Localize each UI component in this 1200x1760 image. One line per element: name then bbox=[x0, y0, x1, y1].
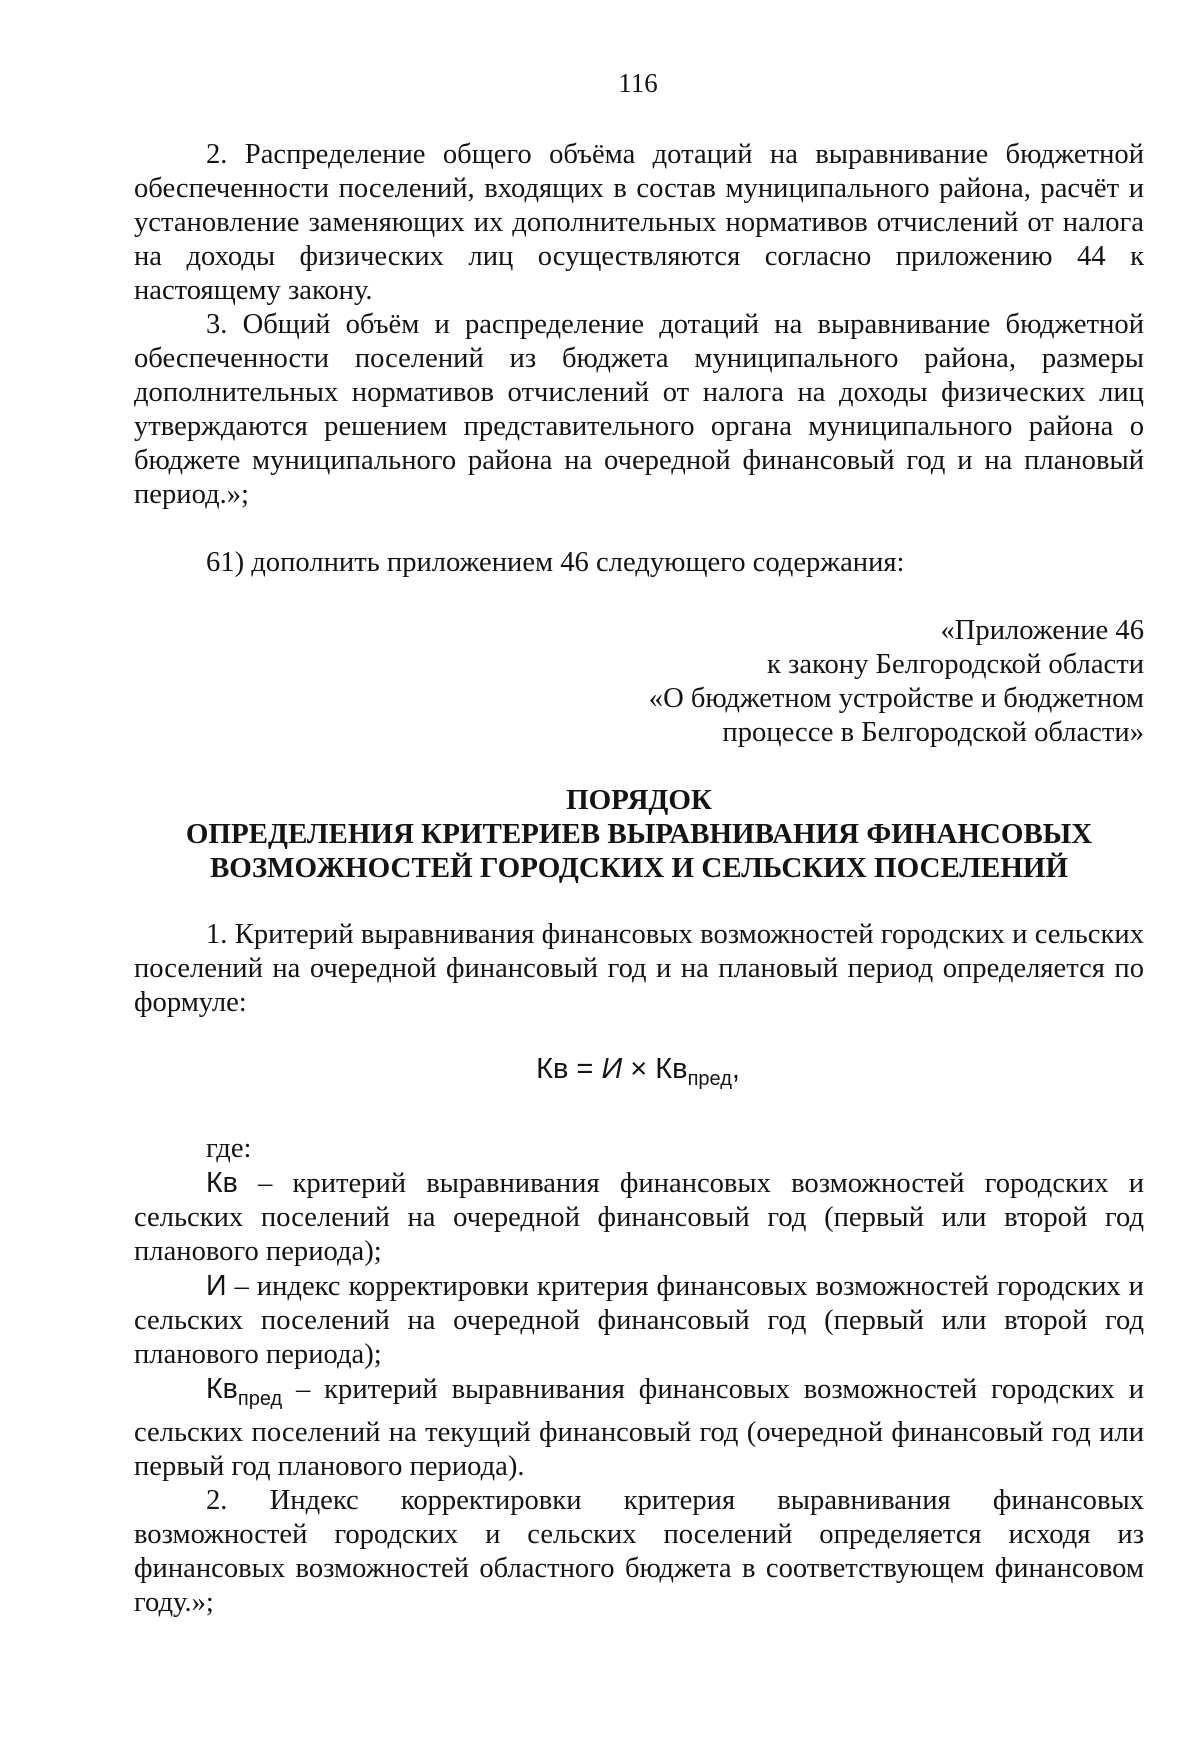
attachment-header bbox=[649, 614, 1144, 750]
item-61: 61) дополнить приложением 46 следующего содержания: bbox=[206, 547, 905, 578]
formula bbox=[0, 1052, 1200, 1096]
attachment-line-3: «О бюджетном устройстве и бюджетном bbox=[648, 683, 1144, 714]
definition-i-text: – индекс корректировки критерия финансовых возможностей городских и сельских поселений на очередной финансовый год (первый или второй год планового периода); bbox=[134, 1271, 1144, 1370]
title-line-2: ОПРЕДЕЛЕНИЯ КРИТЕРИЕВ ВЫРАВНИВАНИЯ ФИНАНСОВЫХ bbox=[185, 818, 1093, 850]
definition-kv-pred bbox=[134, 1372, 1144, 1484]
section-1-paragraph: 1. Критерий выравнивания финансовых возможностей городских и сельских поселений на очередной финансовый год и на плановый период определяется по формуле: bbox=[134, 919, 1144, 1018]
where-label: где: bbox=[206, 1133, 252, 1164]
title-line-3: ВОЗМОЖНОСТЕЙ ГОРОДСКИХ И СЕЛЬСКИХ ПОСЕЛЕНИЙ bbox=[209, 852, 1069, 884]
item-61-section bbox=[134, 546, 1144, 580]
paragraph-3: 3. Общий объём и распределение дотаций на выравнивание бюджетной обеспеченности поселений из бюджета муниципального района, размеры дополнительных нормативов отчислений от налога на доходы физических лиц утверждаются решением представительного органа муниципального района о бюджете муниципального района на очередной финансовый год и на плановый период.»; bbox=[134, 309, 1144, 510]
definition-kv-text: – критерий выравнивания финансовых возможностей городских и сельских поселений на очередной финансовый год (первый или второй год планового периода); bbox=[134, 1168, 1144, 1267]
formula-index: И bbox=[601, 1053, 623, 1085]
formula-kv: Кв bbox=[536, 1053, 569, 1085]
intro-section bbox=[134, 138, 1144, 512]
title-line-1: ПОРЯДОК bbox=[566, 784, 712, 816]
page-number: 116 bbox=[618, 68, 658, 98]
formula-kv-pred: Кв bbox=[655, 1053, 688, 1085]
symbol-kv: Кв bbox=[206, 1167, 238, 1199]
attachment-line-2: к закону Белгородской области bbox=[767, 649, 1144, 680]
attachment-line-1: «Приложение 46 bbox=[940, 615, 1144, 646]
formula-equals: = bbox=[568, 1053, 602, 1085]
paragraph-2: 2. Распределение общего объёма дотаций на выравнивание бюджетной обеспеченности поселений, входящих в состав муниципального района, расчёт и установление заменяющих их дополнительных нормативов отчислений от налога на доходы физических лиц осуществляются согласно приложению 44 к настоящему закону. bbox=[134, 139, 1144, 306]
formula-kv-pred-subscript: пред bbox=[687, 1068, 732, 1090]
definition-kv bbox=[134, 1166, 1144, 1269]
document-title bbox=[134, 783, 1144, 885]
symbol-kv-pred-base: Кв bbox=[206, 1373, 238, 1405]
formula-times: × bbox=[622, 1053, 656, 1085]
section-2-paragraph: 2. Индекс корректировки критерия выравнивания финансовых возможностей городских и сельских поселений определяется исходя из финансовых возможностей областного бюджета в соответствующем финансовом году.»; bbox=[134, 1485, 1144, 1618]
section-1 bbox=[134, 918, 1144, 1020]
symbol-kv-pred bbox=[206, 1373, 283, 1410]
symbol-kv-pred-subscript: пред bbox=[237, 1388, 283, 1410]
symbol-i: И bbox=[206, 1270, 227, 1302]
definitions bbox=[134, 1132, 1144, 1620]
definition-i bbox=[134, 1269, 1144, 1372]
attachment-line-4: процессе в Белгородской области» bbox=[722, 717, 1144, 748]
definition-kv-pred-text: – критерий выравнивания финансовых возможностей городских и сельских поселений на текущий финансовый год (очередной финансовый год или первый год планового периода). bbox=[134, 1374, 1144, 1482]
formula-tail: , bbox=[731, 1053, 740, 1085]
